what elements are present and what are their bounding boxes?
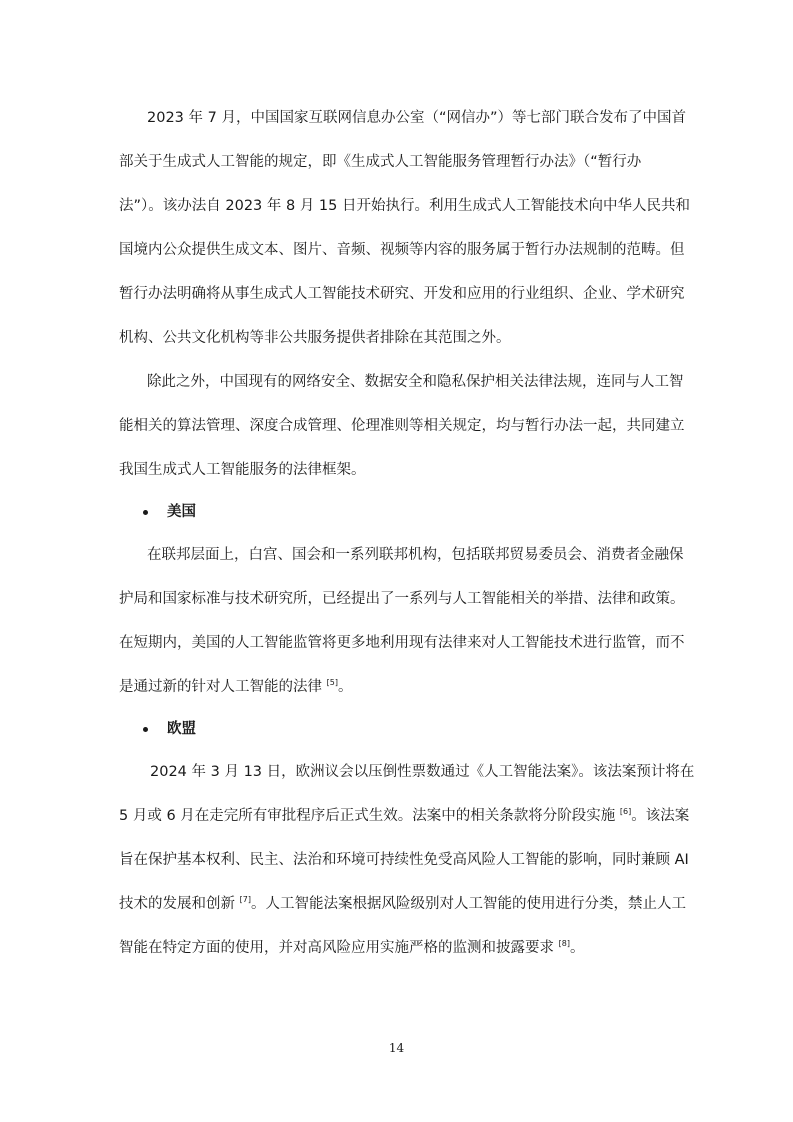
section-eu-line-3: 旨在保护基本权利、民主、法治和环境可持续性免受高风险人工智能的影响，同时兼顾 AI bbox=[119, 852, 689, 868]
section-eu-line-4 bbox=[119, 894, 686, 914]
paragraph1-line-5: 暂行办法明确将从事生成式人工智能技术研究、开发和应用的行业组织、企业、学术研究 bbox=[119, 286, 685, 302]
section-us-line-4 bbox=[119, 677, 674, 697]
section-eu-heading bbox=[143, 719, 196, 739]
paragraph2-line-1: 除此之外，中国现有的网络安全、数据安全和隐私保护相关法律法规，连同与人工智 bbox=[147, 374, 684, 390]
section-eu-line-2-text: 5 月或 6 月在走完所有审批程序后正式生效。法案中的相关条款将分阶段实施 bbox=[119, 808, 616, 824]
paragraph2-line-3: 我国生成式人工智能服务的法律框架。 bbox=[119, 462, 366, 478]
section-eu-line-2-tail: 。该法案 bbox=[631, 808, 690, 824]
paragraph1-line-1: 2023 年 7 月，中国国家互联网信息办公室（“网信办”）等七部门联合发布了中国首 bbox=[147, 110, 686, 126]
section-eu-title: 欧盟 bbox=[167, 721, 196, 737]
paragraph1-line-4: 国境内公众提供生成文本、图片、音频、视频等内容的服务属于暂行办法规制的范畴。但 bbox=[119, 242, 685, 258]
section-eu-line-2 bbox=[119, 806, 690, 826]
bullet-icon bbox=[143, 727, 148, 732]
citation-8: [8] bbox=[558, 939, 570, 948]
section-eu-line-5-tail: 。 bbox=[569, 940, 585, 956]
paragraph1-line-3: 法”）。该办法自 2023 年 8 月 15 日开始执行。利用生成式人工智能技术向中华人民共和 bbox=[119, 198, 690, 214]
citation-6: [6] bbox=[619, 807, 632, 816]
section-eu-line-4-tail: 。人工智能法案根据风险级别对人工智能的使用进行分类，禁止人工 bbox=[250, 896, 686, 912]
section-us-line-4-tail: 。 bbox=[337, 679, 353, 695]
paragraph1-line-6: 机构、公共文化机构等非公共服务提供者排除在其范围之外。 bbox=[119, 330, 511, 346]
section-eu-line-5 bbox=[119, 938, 674, 958]
citation-5: [5] bbox=[326, 678, 338, 687]
section-us-line-4-text: 是通过新的针对人工智能的法律 bbox=[119, 679, 322, 695]
section-us-title: 美国 bbox=[167, 504, 196, 520]
section-eu-line-1: 2024 年 3 月 13 日，欧洲议会以压倒性票数通过《人工智能法案》。该法案预计将在 bbox=[150, 764, 695, 780]
section-us-line-1: 在联邦层面上，白宫、国会和一系列联邦机构，包括联邦贸易委员会、消费者金融保 bbox=[147, 547, 684, 563]
citation-7: [7] bbox=[239, 895, 251, 904]
section-eu-line-5-text: 智能在特定方面的使用，并对高风险应用实施严格的监测和披露要求 bbox=[119, 940, 554, 956]
paragraph2-line-2: 能相关的算法管理、深度合成管理、伦理准则等相关规定，均与暂行办法一起，共同建立 bbox=[119, 418, 685, 434]
section-eu-line-4-text: 技术的发展和创新 bbox=[119, 896, 235, 912]
page-number: 14 bbox=[388, 1041, 405, 1055]
paragraph1-line-2: 部关于生成式人工智能的规定，即《生成式人工智能服务管理暂行办法》（“暂行办 bbox=[119, 154, 642, 170]
section-us-line-2: 护局和国家标准与技术研究所，已经提出了一系列与人工智能相关的举措、法律和政策。 bbox=[119, 591, 685, 607]
section-us-line-3: 在短期内，美国的人工智能监管将更多地利用现有法律来对人工智能技术进行监管，而不 bbox=[119, 635, 685, 651]
bullet-icon bbox=[143, 510, 148, 515]
section-us-heading bbox=[143, 502, 196, 522]
